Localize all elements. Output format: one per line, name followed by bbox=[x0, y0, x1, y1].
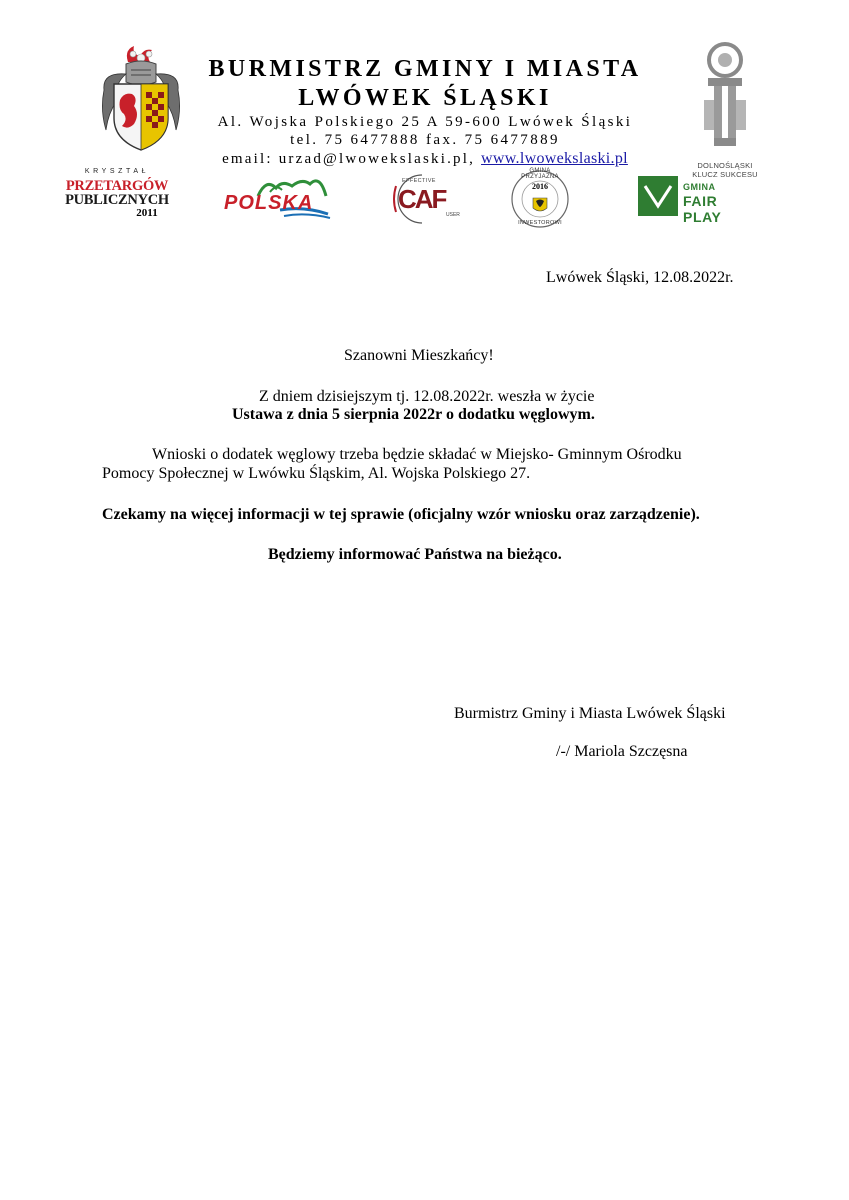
letter-para2: Czekamy na więcej informacji w tej sprawie (oficjalny wzór wniosku oraz zarządzenie). bbox=[102, 506, 700, 523]
fair-play-line2: FAIR PLAY bbox=[683, 193, 722, 225]
effective-caf-logo bbox=[388, 172, 458, 226]
header-phone-fax: tel. 75 6477888 fax. 75 6477889 bbox=[290, 132, 560, 148]
dolnoslaski-line1: DOLNOŚLĄSKI bbox=[697, 161, 753, 170]
letter-para1-line2: Pomocy Społecznej w Lwówku Śląskim, Al. Wojska Polskiego 27. bbox=[102, 465, 531, 482]
krysztal-top: KRYSZTAŁ bbox=[84, 168, 150, 175]
letter-date: Lwówek Śląski, 12.08.2022r. bbox=[546, 269, 734, 286]
fair-play-line1: GMINA bbox=[683, 182, 716, 192]
letter-intro: Z dniem dzisiejszym tj. 12.08.2022r. weszła w życie bbox=[259, 388, 595, 405]
polska-text: POLSKA bbox=[224, 192, 314, 214]
header-title-line1: BURMISTRZ GMINY I MIASTA bbox=[208, 56, 642, 82]
header-title-line2: LWÓWEK ŚLĄSKI bbox=[298, 85, 552, 111]
letter-act-title: Ustawa z dnia 5 sierpnia 2022r o dodatku węglowym. bbox=[232, 406, 595, 423]
krysztal-year: 2011 bbox=[136, 207, 158, 219]
przyjazna-year: 2016 bbox=[532, 182, 548, 191]
fair-play-check-icon bbox=[638, 176, 678, 216]
signature-title: Burmistrz Gminy i Miasta Lwówek Śląski bbox=[454, 705, 726, 722]
header-email: email: urzad@lwowekslaski.pl, bbox=[222, 151, 476, 167]
przyjazna-bottom-text: INWESTOROWI bbox=[518, 220, 562, 226]
header-website-link[interactable]: www.lwowekslaski.pl bbox=[481, 150, 628, 167]
header-contact bbox=[180, 149, 670, 169]
krysztal-line2: PUBLICZNYCH bbox=[65, 192, 169, 208]
caf-bottom-text: USER bbox=[446, 212, 460, 218]
polska-logo bbox=[220, 176, 336, 222]
krysztal-przetargow-logo bbox=[62, 168, 172, 219]
dolnoslaski-klucz-logo bbox=[690, 42, 760, 182]
gmina-przyjazna-logo bbox=[505, 168, 575, 230]
caf-top-text: EFFECTIVE bbox=[402, 178, 436, 184]
letter-para1-line1: Wnioski o dodatek węglowy trzeba będzie składać w Miejsko- Gminnym Ośrodku bbox=[152, 446, 682, 463]
coat-of-arms-icon bbox=[98, 44, 184, 154]
header-address: Al. Wojska Polskiego 25 A 59-600 Lwówek Śląski bbox=[217, 114, 633, 130]
caf-main-text: CAF bbox=[398, 184, 446, 214]
krysztal-line1: PRZETARGÓW bbox=[65, 178, 169, 194]
key-icon bbox=[690, 42, 760, 150]
dolnoslaski-line2: KLUCZ SUKCESU bbox=[692, 170, 758, 179]
signature-name: /-/ Mariola Szczęsna bbox=[556, 743, 688, 760]
letter-greeting: Szanowni Mieszkańcy! bbox=[344, 347, 494, 364]
fair-play-logo bbox=[638, 176, 758, 225]
letter-para3: Będziemy informować Państwa na bieżąco. bbox=[268, 546, 562, 563]
przyjazna-top-text: GMINA PRZYJAZNA bbox=[521, 168, 559, 180]
